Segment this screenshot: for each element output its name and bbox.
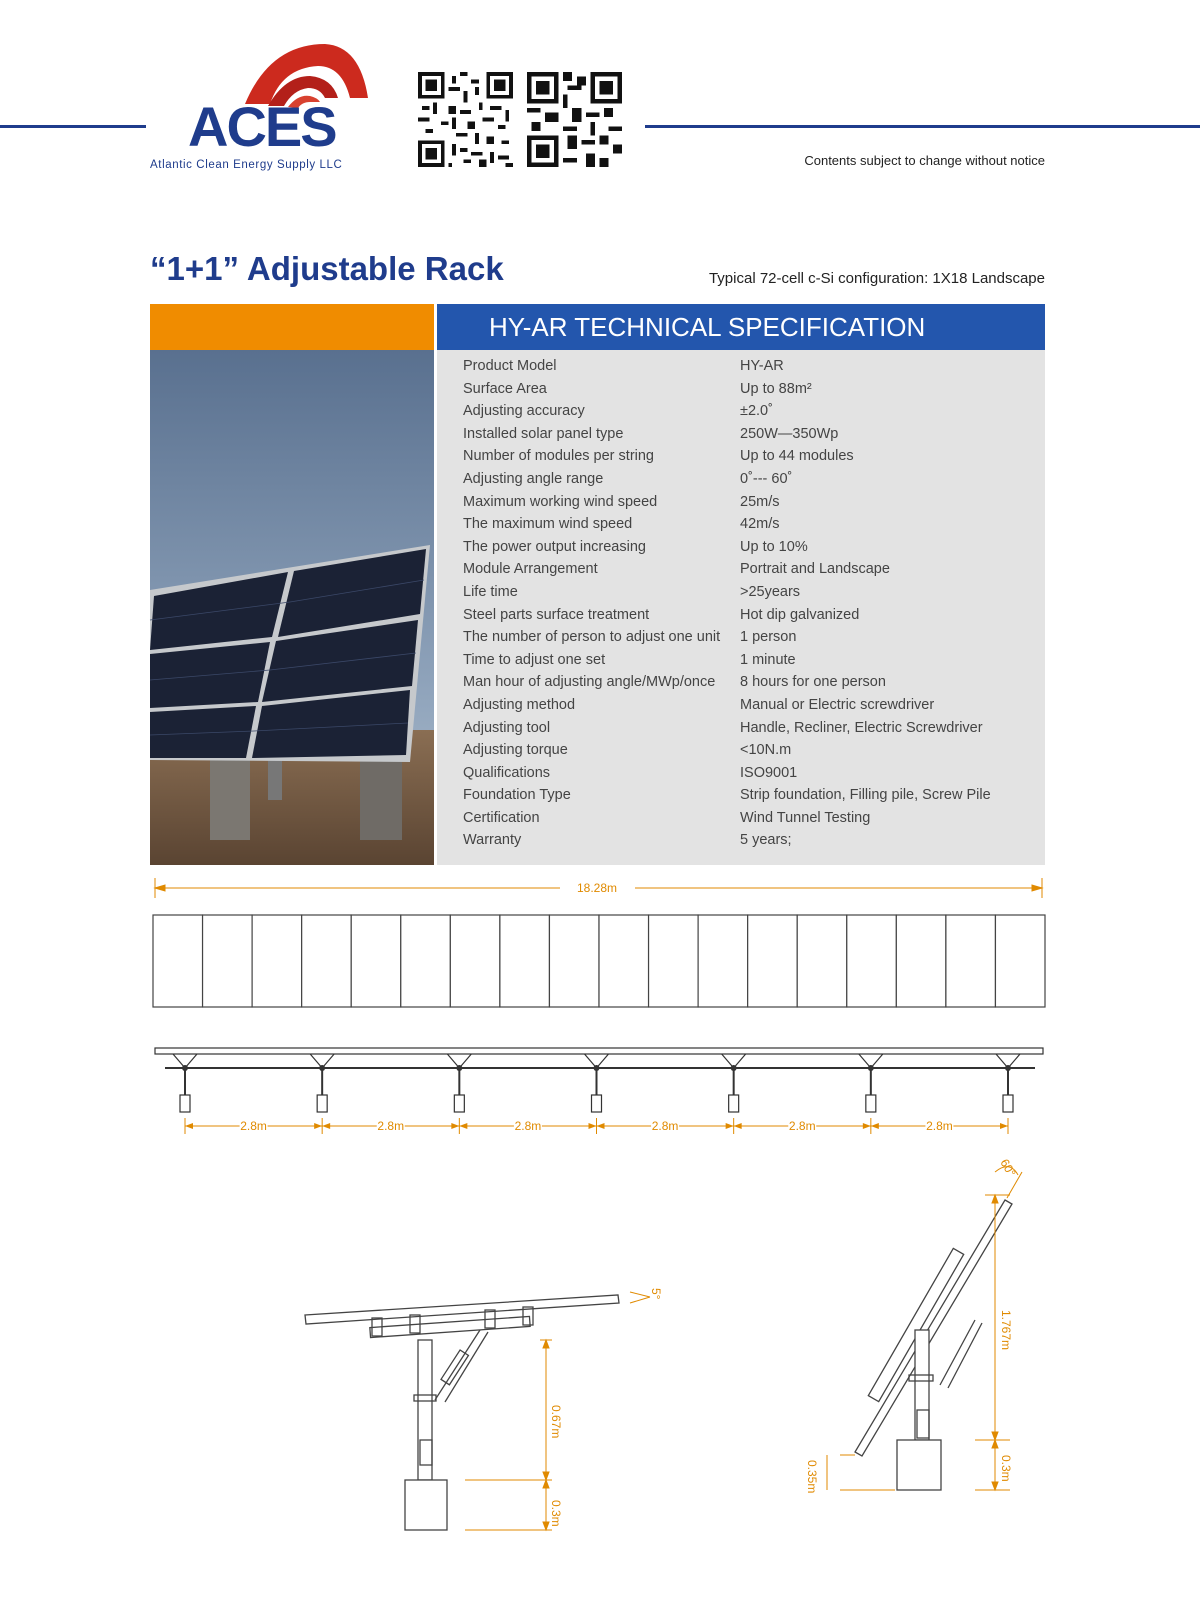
spec-label: Steel parts surface treatment — [463, 606, 650, 623]
spacing-label: 2.8m — [377, 1119, 405, 1133]
spec-label: Adjusting angle range — [463, 470, 604, 487]
height-high-label: 1.767m — [999, 1310, 1013, 1351]
spacing-label: 2.8m — [514, 1119, 542, 1133]
spec-value: ±2.0˚ — [740, 403, 773, 420]
spec-value: Up to 88m² — [740, 380, 812, 397]
spec-row — [437, 810, 1045, 833]
spec-row — [437, 381, 1045, 404]
spacing-dimension — [871, 1118, 1008, 1134]
spec-label: Adjusting method — [463, 696, 576, 713]
spec-label: Qualifications — [463, 764, 551, 781]
aces-logo — [150, 36, 410, 176]
spec-row — [437, 584, 1045, 607]
spec-label: Foundation Type — [463, 787, 571, 804]
spec-row — [437, 539, 1045, 562]
spacing-label: 2.8m — [926, 1119, 953, 1133]
tilt-high-label: 60° — [997, 1156, 1019, 1180]
spec-row — [437, 787, 1045, 810]
spacing-dimension — [597, 1118, 734, 1134]
spec-value: 250W—350Wp — [740, 425, 839, 442]
brand-tagline: Atlantic Clean Energy Supply LLC — [150, 159, 343, 171]
accent-bar — [150, 304, 434, 350]
spec-row — [437, 607, 1045, 630]
foundation-low — [405, 1480, 447, 1530]
module-panel — [896, 915, 946, 1007]
spec-value: 25m/s — [740, 493, 780, 510]
module-panel — [153, 915, 203, 1007]
module-panel — [302, 915, 352, 1007]
spec-value: Strip foundation, Filling pile, Screw Pile — [740, 787, 991, 804]
spec-row — [437, 742, 1045, 765]
module-panel — [500, 915, 550, 1007]
header-rule-right — [645, 125, 1200, 128]
rack-beam — [155, 1048, 1043, 1054]
spacing-label: 2.8m — [240, 1119, 267, 1133]
spacing-dimension — [185, 1118, 322, 1134]
spec-label: Warranty — [463, 832, 522, 849]
spec-row — [437, 832, 1045, 855]
spec-label: The power output increasing — [463, 538, 646, 555]
spec-row — [437, 494, 1045, 517]
spec-label: Life time — [463, 583, 518, 600]
spec-value: Wind Tunnel Testing — [740, 809, 871, 826]
foundation-height-label-left: 0.3m — [549, 1500, 563, 1527]
module-panel — [450, 915, 500, 1007]
rack-post — [722, 1054, 746, 1112]
spec-row — [437, 561, 1045, 584]
module-panel — [549, 915, 599, 1007]
spec-label: Product Model — [463, 358, 557, 374]
module-panel — [797, 915, 847, 1007]
module-panel — [995, 915, 1045, 1007]
spec-label: Man hour of adjusting angle/MWp/once — [463, 674, 716, 691]
spacing-dimension — [459, 1118, 596, 1134]
module-panel — [203, 915, 253, 1007]
spec-row — [437, 426, 1045, 449]
rack-post — [859, 1054, 883, 1112]
spec-row — [437, 674, 1045, 697]
spec-row — [437, 697, 1045, 720]
spec-row — [437, 516, 1045, 539]
spec-value: 42m/s — [740, 516, 780, 533]
module-panel — [946, 915, 996, 1007]
foundation-height-label-right: 0.3m — [999, 1455, 1013, 1482]
section-view-low-tilt — [290, 1288, 690, 1560]
spec-value: 8 hours for one person — [740, 674, 886, 691]
spec-value: 1 person — [740, 629, 797, 646]
page-title: “1+1” Adjustable Rack — [150, 250, 504, 287]
brand-name: ACES — [188, 95, 336, 158]
spec-value: 0˚--- 60˚ — [740, 470, 793, 487]
rack-post — [447, 1054, 471, 1112]
spec-label: Certification — [463, 809, 540, 826]
spec-label: Adjusting torque — [463, 742, 568, 759]
spec-value: ISO9001 — [740, 764, 798, 781]
spec-row — [437, 720, 1045, 743]
section-view-high-tilt — [800, 1150, 1060, 1540]
spec-label: Number of modules per string — [463, 448, 654, 465]
tilt-low-label: 5° — [649, 1288, 663, 1300]
rack-post — [310, 1054, 334, 1112]
module-panel — [698, 915, 748, 1007]
qr-code-right-icon — [527, 72, 622, 167]
module-panel — [401, 915, 451, 1007]
spec-value: <10N.m — [740, 742, 792, 759]
spec-row — [437, 652, 1045, 675]
spec-value: Up to 44 modules — [740, 448, 854, 465]
foundation-high — [897, 1440, 941, 1490]
spec-label: Time to adjust one set — [463, 651, 606, 668]
spec-label: The maximum wind speed — [463, 516, 633, 533]
clearance-label: 0.35m — [805, 1460, 819, 1494]
spacing-label: 2.8m — [651, 1119, 679, 1133]
spec-row — [437, 403, 1045, 426]
module-panel — [252, 915, 302, 1007]
panel-low — [305, 1295, 619, 1324]
module-panel — [649, 915, 699, 1007]
config-subtitle: Typical 72-cell c-Si configuration: 1X18 Landscape — [708, 270, 1045, 287]
rack-post — [173, 1054, 197, 1112]
rack-post — [996, 1054, 1020, 1112]
spacing-dimension — [322, 1118, 459, 1134]
module-row — [153, 915, 1045, 1007]
spec-label: Adjusting accuracy — [463, 403, 585, 420]
spec-row — [437, 765, 1045, 788]
post-row — [173, 1054, 1020, 1112]
spec-label: Module Arrangement — [463, 561, 598, 578]
spec-value: 5 years; — [740, 832, 792, 849]
header-notice: Contents subject to change without notice — [804, 153, 1045, 168]
spec-value: 1 minute — [740, 651, 796, 668]
spec-label: Surface Area — [463, 380, 547, 397]
spec-label: Maximum working wind speed — [463, 493, 658, 510]
spec-label: The number of person to adjust one unit — [463, 629, 721, 646]
header-rule-left — [0, 125, 146, 128]
solar-rack-photo — [150, 350, 434, 865]
spec-table — [437, 350, 1045, 865]
spec-row — [437, 358, 1045, 381]
spec-row — [437, 448, 1045, 471]
spec-label: Adjusting tool — [463, 719, 551, 736]
module-panel — [599, 915, 649, 1007]
spec-row — [437, 471, 1045, 494]
rack-top-view — [140, 870, 1060, 1020]
spec-value: Hot dip galvanized — [740, 606, 860, 623]
spacing-dimensions — [185, 1118, 1008, 1134]
spec-value: Handle, Recliner, Electric Screwdriver — [740, 719, 983, 736]
spacing-dimension — [734, 1118, 871, 1134]
spec-row — [437, 629, 1045, 652]
module-panel — [351, 915, 401, 1007]
total-length-label: 18.28m — [576, 881, 618, 895]
qr-code-left-icon — [418, 72, 513, 167]
module-panel — [847, 915, 897, 1007]
spec-heading: HY-AR TECHNICAL SPECIFICATION — [437, 304, 1045, 350]
spec-value: HY-AR — [740, 358, 784, 374]
spec-value: Up to 10% — [740, 538, 808, 555]
spacing-label: 2.8m — [788, 1119, 816, 1133]
spec-value: Manual or Electric screwdriver — [740, 696, 935, 713]
spec-value: Portrait and Landscape — [740, 561, 890, 578]
module-panel — [748, 915, 798, 1007]
panel-high — [855, 1200, 1012, 1456]
spec-value: >25years — [740, 583, 801, 600]
rack-post — [585, 1054, 609, 1112]
rack-front-view — [140, 1030, 1060, 1140]
post-height-label: 0.67m — [549, 1405, 563, 1439]
spec-label: Installed solar panel type — [463, 425, 624, 442]
